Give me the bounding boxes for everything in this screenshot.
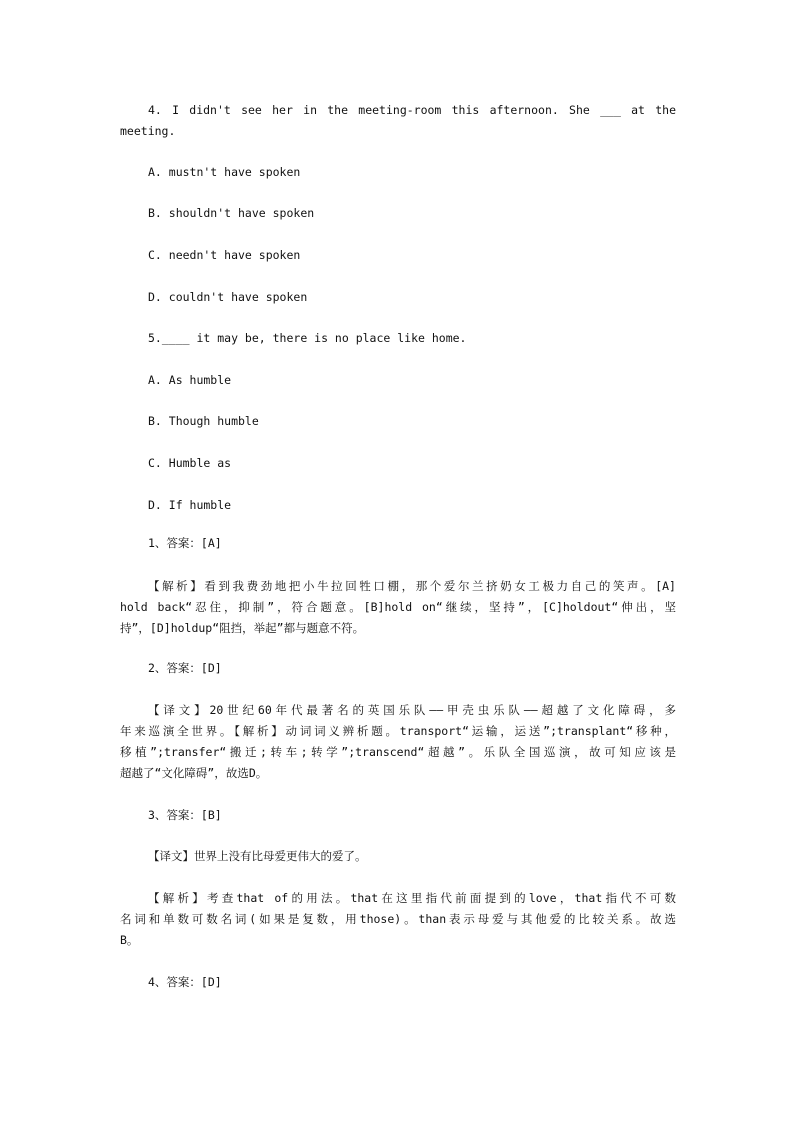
text-line: A. mustn't have spoken (148, 165, 301, 179)
text-line: A. As humble (148, 373, 232, 387)
text-line: B. shouldn't have spoken (148, 206, 315, 220)
question-paragraph (120, 453, 676, 474)
question-paragraph (120, 245, 676, 266)
text-line: 5.____ it may be, there is no place like home. (148, 331, 467, 345)
text-line: 【解析】考查that of的用法。that在这里指代前面提到的love，that指代不可数 (148, 891, 676, 905)
text-line: 移植”;transfer“搬迁;转车;转学”;transcend“超越”。乐队全国巡演，故可知应该是 (120, 745, 676, 759)
text-line: 4. I didn't see her in the meeting-room this afternoon. She ___ at the (148, 103, 676, 117)
answer-paragraph (120, 576, 676, 639)
answer-paragraph (120, 888, 676, 951)
text-line: 年来巡演全世界。【解析】动词词义辨析题。transport“运输，运送”;transplant“移种， (120, 724, 676, 738)
question-paragraph (120, 411, 676, 432)
answer-paragraph (120, 533, 676, 554)
text-line: D. If humble (148, 498, 232, 512)
answer-paragraph (120, 805, 676, 826)
answer-paragraph (120, 700, 676, 784)
question-paragraph (120, 328, 676, 349)
text-line: 【译文】世界上没有比母爱更伟大的爱了。 (148, 849, 367, 863)
text-line: B. Though humble (148, 414, 259, 428)
text-line: 4、答案：[D] (148, 975, 222, 989)
text-line: 3、答案：[B] (148, 808, 222, 822)
answer-paragraph (120, 846, 676, 867)
text-line: hold back“忍住，抑制”，符合题意。[B]hold on“继续，坚持”，[C]holdout“伸出，坚 (120, 600, 676, 614)
text-line: 名词和单数可数名词(如果是复数，用those)。than表示母爱与其他爱的比较关系。故选 (120, 912, 676, 926)
question-paragraph (120, 100, 676, 142)
text-line: 2、答案：[D] (148, 661, 222, 675)
text-line: C. Humble as (148, 456, 232, 470)
question-paragraph (120, 287, 676, 308)
text-line: 【解析】看到我费劲地把小牛拉回牲口棚，那个爱尔兰挤奶女工极力自己的笑声。[A] (148, 579, 676, 593)
text-line: 【译文】20世纪60年代最著名的英国乐队——甲壳虫乐队——超越了文化障碍，多 (148, 703, 676, 717)
text-line: 超越了“文化障碍”，故选D。 (120, 766, 268, 780)
question-paragraph (120, 162, 676, 183)
text-line: meeting. (120, 124, 176, 138)
answer-paragraph (120, 658, 676, 679)
text-line: C. needn't have spoken (148, 248, 301, 262)
text-line: B。 (120, 933, 139, 947)
question-paragraph (120, 370, 676, 391)
answer-paragraph (120, 972, 676, 993)
text-line: 持”，[D]holdup“阻挡，举起”都与题意不符。 (120, 621, 365, 635)
question-paragraph (120, 495, 676, 516)
text-line: D. couldn't have spoken (148, 290, 308, 304)
question-paragraph (120, 203, 676, 224)
text-line: 1、答案：[A] (148, 536, 222, 550)
